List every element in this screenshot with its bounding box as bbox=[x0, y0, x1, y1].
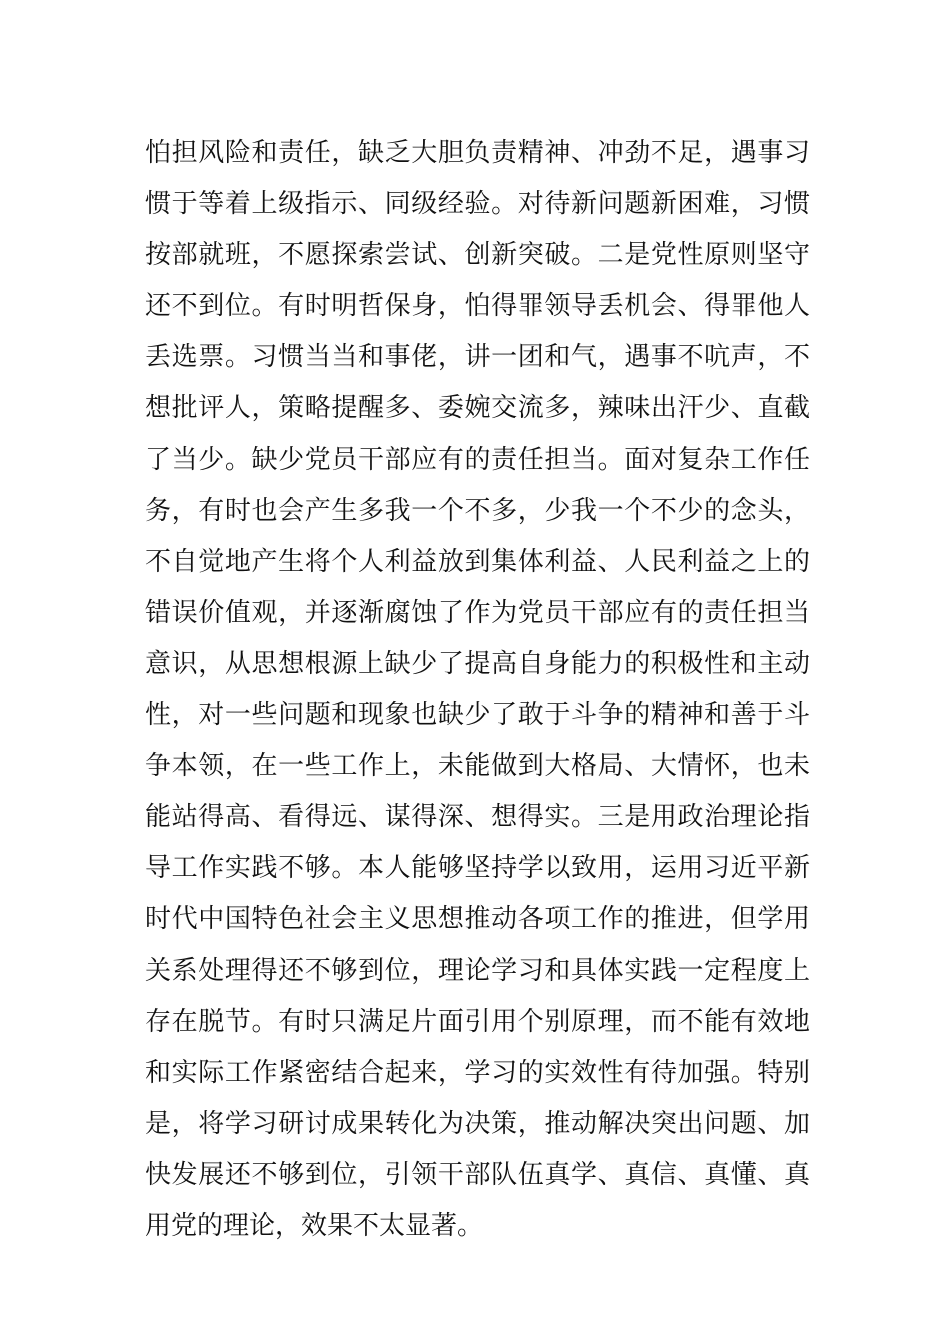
text-line-3: 按部就班，不愿探索尝试、创新突破。二是党性原则坚守 bbox=[145, 240, 810, 271]
text-line-21: 快发展还不够到位，引领干部队伍真学、真信、真懂、真 bbox=[145, 1159, 810, 1190]
text-line-11: 意识，从思想根源上缺少了提高自身能力的积极性和主动 bbox=[145, 648, 810, 679]
text-line-19: 和实际工作紧密结合起来，学习的实效性有待加强。特别 bbox=[145, 1057, 810, 1088]
text-line-15: 导工作实践不够。本人能够坚持学以致用，运用习近平新 bbox=[145, 853, 810, 884]
text-line-7: 了当少。缺少党员干部应有的责任担当。面对复杂工作任 bbox=[145, 444, 810, 475]
text-line-13: 争本领，在一些工作上，未能做到大格局、大情怀，也未 bbox=[145, 751, 810, 782]
text-line-10: 错误价值观，并逐渐腐蚀了作为党员干部应有的责任担当 bbox=[145, 597, 810, 628]
text-line-17: 关系处理得还不够到位，理论学习和具体实践一定程度上 bbox=[145, 955, 810, 986]
text-line-18: 存在脱节。有时只满足片面引用个别原理，而不能有效地 bbox=[145, 1006, 810, 1037]
text-line-12: 性，对一些问题和现象也缺少了敢于斗争的精神和善于斗 bbox=[145, 700, 810, 731]
text-line-22: 用党的理论，效果不太显著。 bbox=[145, 1210, 484, 1241]
text-line-2: 惯于等着上级指示、同级经验。对待新问题新困难，习惯 bbox=[145, 189, 810, 220]
body-paragraph bbox=[145, 128, 810, 1252]
text-line-8: 务，有时也会产生多我一个不多，少我一个不少的念头， bbox=[145, 495, 810, 526]
text-line-20: 是，将学习研讨成果转化为决策，推动解决突出问题、加 bbox=[145, 1108, 810, 1139]
text-line-5: 丢选票。习惯当当和事佬，讲一团和气，遇事不吭声，不 bbox=[145, 342, 810, 373]
text-line-1: 怕担风险和责任，缺乏大胆负责精神、冲劲不足，遇事习 bbox=[145, 138, 810, 168]
text-line-6: 想批评人，策略提醒多、委婉交流多，辣味出汗少、直截 bbox=[145, 393, 810, 424]
text-line-9: 不自觉地产生将个人利益放到集体利益、人民利益之上的 bbox=[145, 546, 810, 577]
text-line-16: 时代中国特色社会主义思想推动各项工作的推进，但学用 bbox=[145, 904, 810, 935]
text-line-4: 还不到位。有时明哲保身，怕得罪领导丢机会、得罪他人 bbox=[145, 291, 810, 322]
text-line-14: 能站得高、看得远、谋得深、想得实。三是用政治理论指 bbox=[145, 802, 810, 833]
